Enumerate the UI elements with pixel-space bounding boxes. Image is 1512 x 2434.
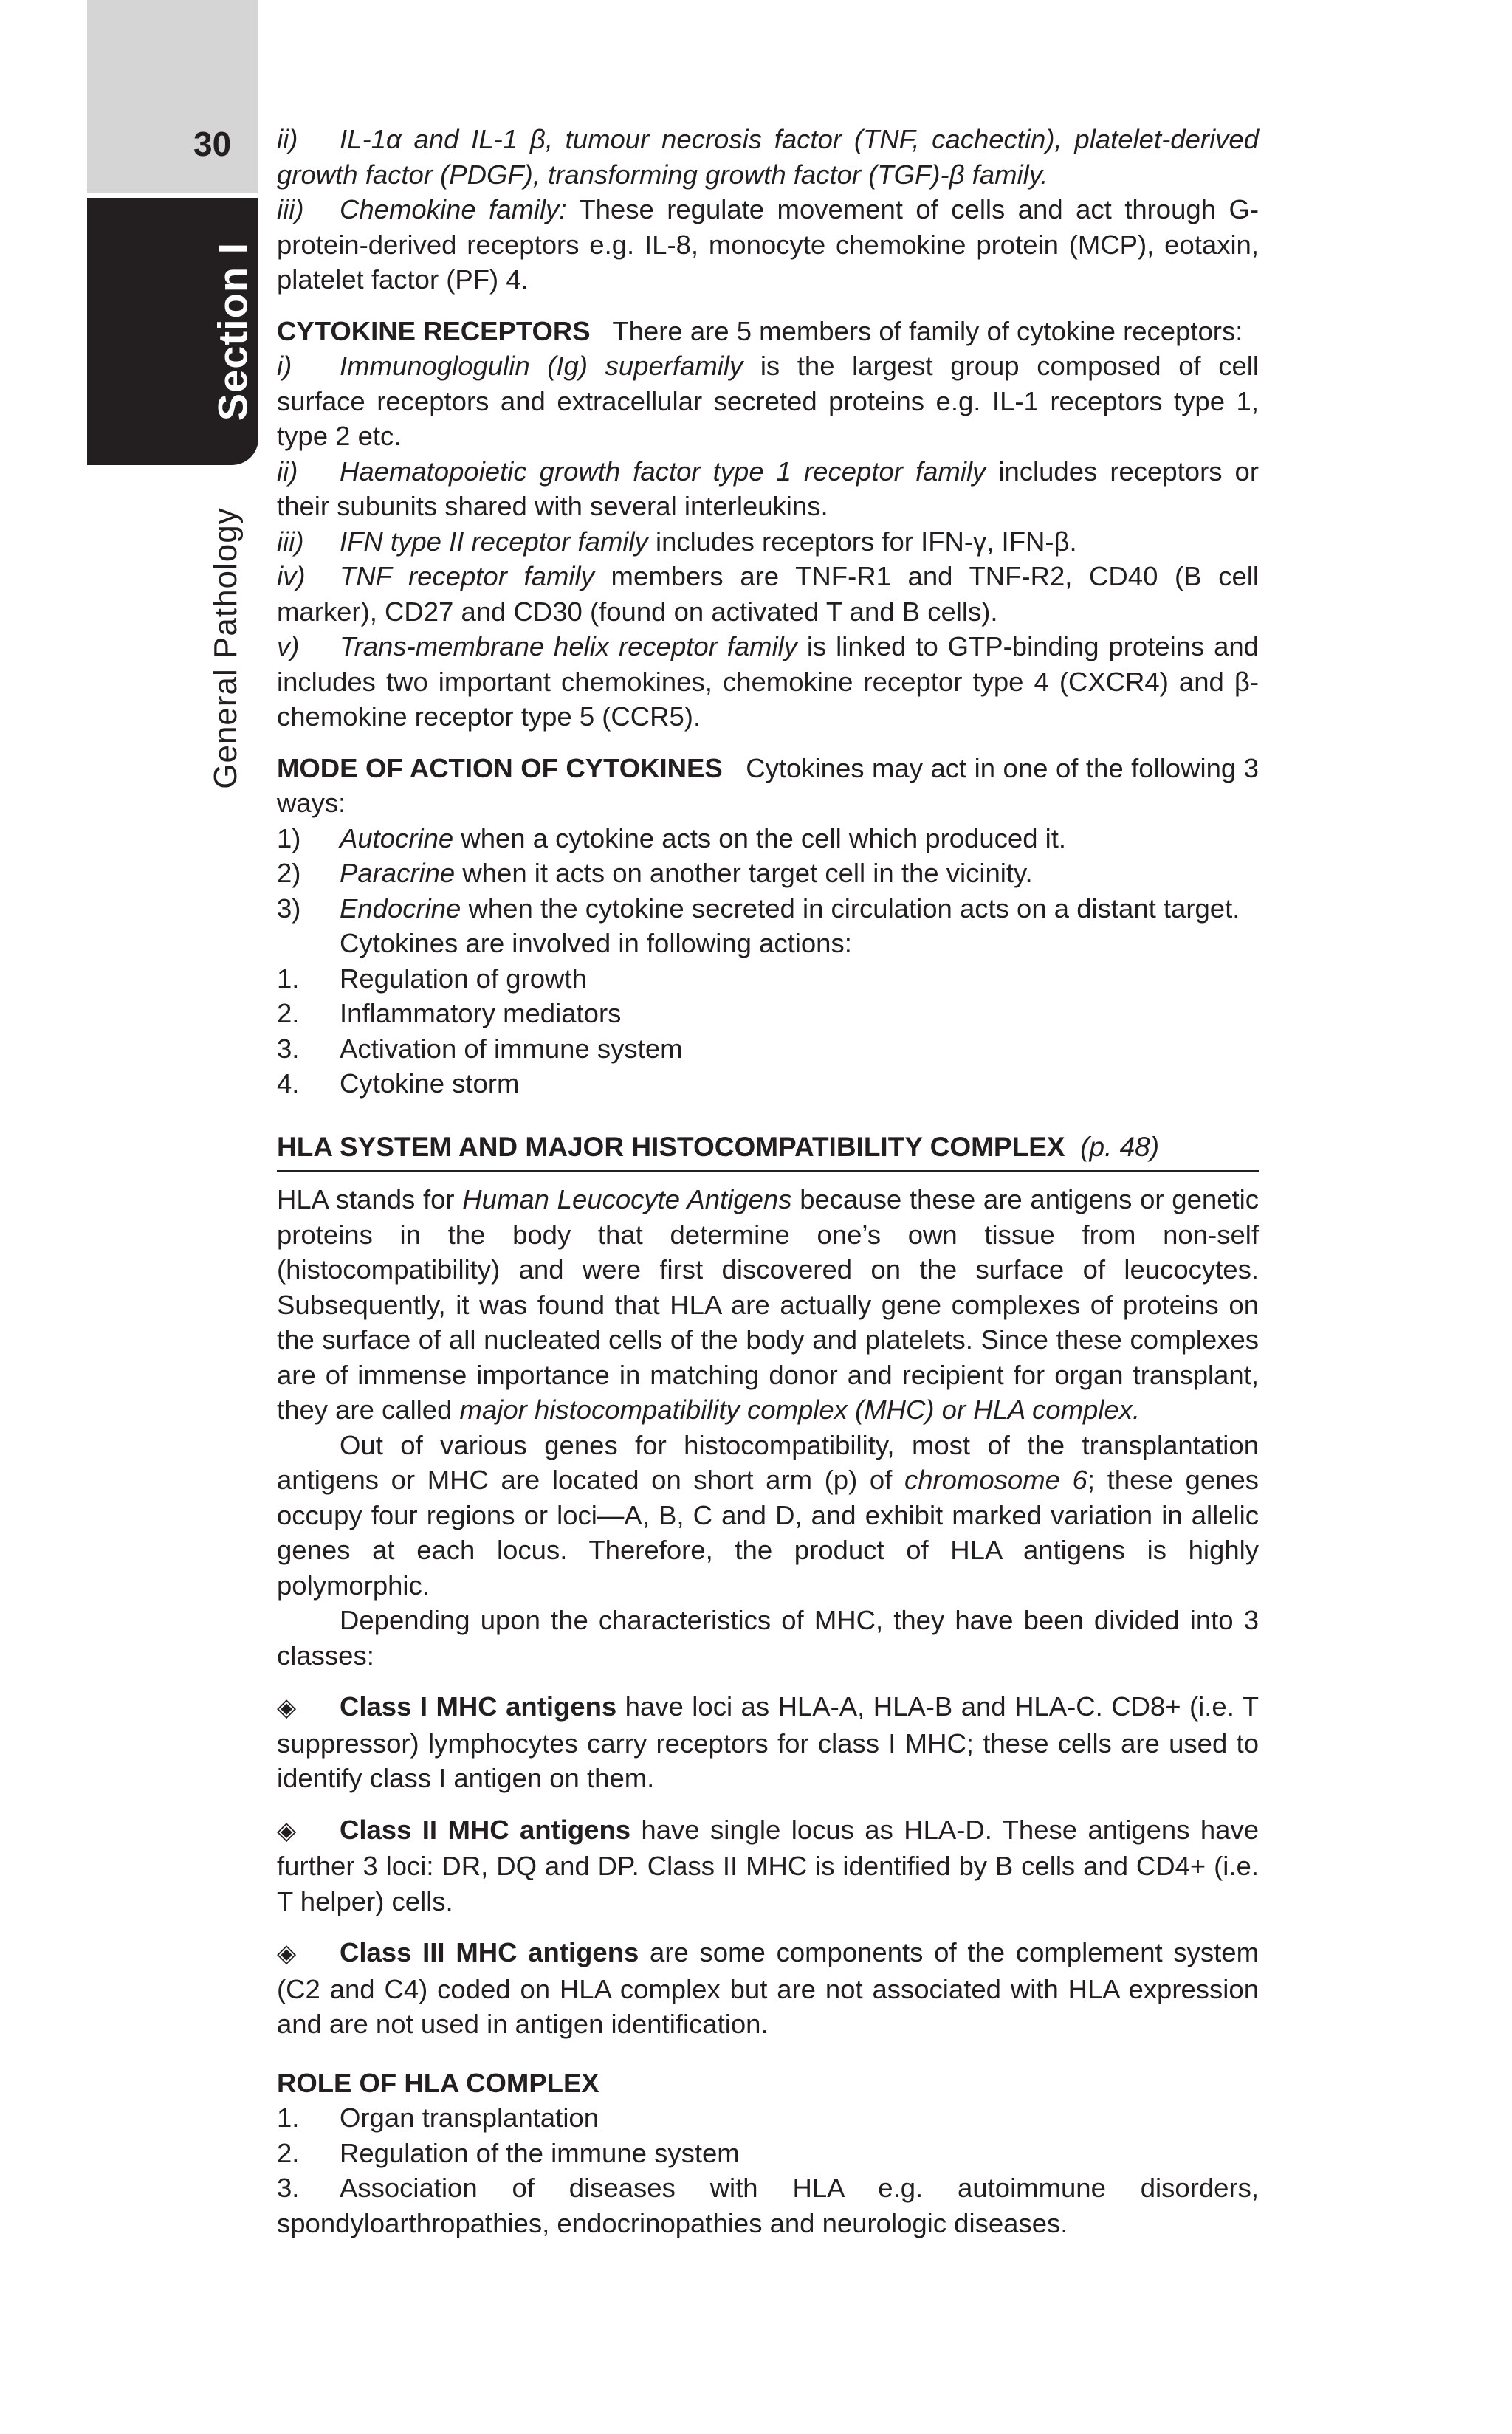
actions-intro: Cytokines are involved in following actions: bbox=[340, 928, 852, 958]
list-item: 2. Inflammatory mediators bbox=[277, 998, 622, 1028]
list-item: 1. Organ transplantation bbox=[277, 2103, 599, 2133]
cytokine-receptors-paragraph: CYTOKINE RECEPTORS There are 5 members of family of cytokine receptors: bbox=[277, 315, 1243, 346]
page-content bbox=[277, 122, 1259, 2241]
list-item: 2. Regulation of the immune system bbox=[277, 2137, 740, 2168]
list-item: 3. Association of diseases with HLA e.g. autoimmune disorders, spondyloarthropathies, endocrinopathies and neurologic diseases. bbox=[277, 2173, 1259, 2238]
diamond-bullet-icon: ◈ bbox=[277, 1694, 297, 1722]
list-item: i) Immunoglogulin (Ig) superfamily is the largest group composed of cell surface receptors and extracellular secreted proteins e.g. IL-1 receptors type 1, type 2 etc. bbox=[277, 351, 1259, 451]
list-item: iii) IFN type II receptor family includes receptors for IFN-γ, IFN-β. bbox=[277, 526, 1077, 557]
diamond-bullet-icon: ◈ bbox=[277, 1939, 297, 1967]
section-heading: CYTOKINE RECEPTORS bbox=[277, 315, 591, 346]
hla-paragraph: Out of various genes for histocompatibility, most of the transplantation antigens or MHC are located on short arm (p) of chromosome 6; these genes occupy four regions or loci—A, B, C and D, and exhibit marked variation in allelic genes at each locus. Therefore, the product of HLA antigens is highly polymorphic. bbox=[277, 1429, 1259, 1601]
page-number-tab bbox=[87, 0, 258, 193]
hla-paragraph: Depending upon the characteristics of MHC, they have been divided into 3 classes: bbox=[277, 1605, 1259, 1671]
mhc-class-item: ◈ Class I MHC antigens have loci as HLA-A, HLA-B and HLA-C. CD8+ (i.e. T suppressor) lymphocytes carry receptors for class I MHC; these cells are used to identify class I antigen on them. bbox=[277, 1691, 1259, 1793]
section-label: Section I bbox=[209, 241, 256, 422]
section-heading: MODE OF ACTION OF CYTOKINES bbox=[277, 752, 723, 783]
mhc-class-item: ◈ Class II MHC antigens have single locus as HLA-D. These antigens have further 3 loci: DR, DQ and DP. Class II MHC is identified by B cells and CD4+ (i.e. T helper) cells. bbox=[277, 1814, 1259, 1916]
list-item: 4. Cytokine storm bbox=[277, 1068, 520, 1099]
list-item: iii) Chemokine family: These regulate movement of cells and act through G-protein-derived receptors e.g. IL-8, monocyte chemokine protein (MCP), eotaxin, platelet factor (PF) 4. bbox=[277, 194, 1259, 295]
list-item: 1. Regulation of growth bbox=[277, 963, 587, 994]
list-item: 3. Activation of immune system bbox=[277, 1033, 683, 1064]
hla-paragraph: HLA stands for Human Leucocyte Antigens because these are antigens or genetic proteins in the body that determine one’s own tissue from non-self (histocompatibility) and were first discovered on the surface of leucocytes. Subsequently, it was found that HLA are actually gene complexes of proteins on the surface of all nucleated cells of the body and platelets. Since these complexes are of immense importance in matching donor and recipient for organ transplant, they are called major histocompatibility complex (MHC) or HLA complex. bbox=[277, 1184, 1259, 1425]
list-item: 2) Paracrine when it acts on another target cell in the vicinity. bbox=[277, 858, 1033, 888]
list-item: 3) Endocrine when the cytokine secreted in circulation acts on a distant target. bbox=[277, 893, 1240, 924]
list-item: ii) IL-1α and IL-1 β, tumour necrosis factor (TNF, cachectin), platelet-derived growth factor (PDGF), transforming growth factor (TGF)-β family. bbox=[277, 124, 1259, 190]
list-item: iv) TNF receptor family members are TNF-R1 and TNF-R2, CD40 (B cell marker), CD27 and CD30 (found on activated T and B cells). bbox=[277, 561, 1260, 627]
list-item: v) Trans-membrane helix receptor family is linked to GTP-binding proteins and includes two important chemokines, chemokine receptor type 4 (CXCR4) and β-chemokine receptor type 5 (CCR5). bbox=[277, 631, 1259, 732]
mhc-class-item: ◈ Class III MHC antigens are some components of the complement system (C2 and C4) coded on HLA complex but are not associated with HLA expression and are not used in antigen identification. bbox=[277, 1937, 1260, 2039]
page-reference: (p. 48) bbox=[1080, 1131, 1160, 1162]
section-heading: ROLE OF HLA COMPLEX bbox=[277, 2067, 599, 2098]
diamond-bullet-icon: ◈ bbox=[277, 1816, 297, 1845]
page-number: 30 bbox=[193, 125, 232, 163]
list-item: ii) Haematopoietic growth factor type 1 receptor family includes receptors or their subunits shared with several interleukins. bbox=[277, 455, 1259, 521]
mode-of-action-paragraph: MODE OF ACTION OF CYTOKINES Cytokines may act in one of the following 3 ways: bbox=[277, 752, 1259, 818]
list-item: 1) Autocrine when a cytokine acts on the cell which produced it. bbox=[277, 822, 1067, 853]
subject-label: General Pathology bbox=[207, 507, 244, 789]
hla-section-heading: HLA SYSTEM AND MAJOR HISTOCOMPATIBILITY COMPLEX (p. 48) bbox=[277, 1130, 1259, 1172]
